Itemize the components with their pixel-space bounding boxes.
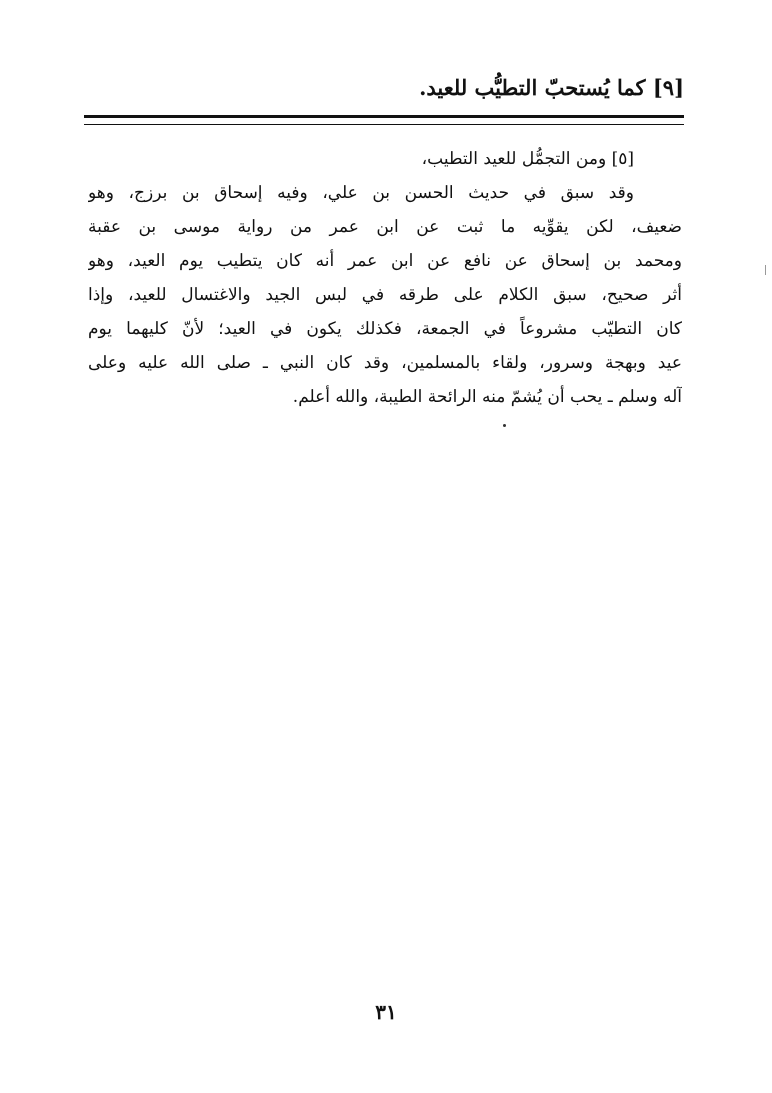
text-line: كان التطيّب مشروعاً في الجمعة، فكذلك يكون في العيد؛ لأنّ كليهما يوم <box>88 319 682 339</box>
text-line: عيد وبهجة وسرور، ولقاء بالمسلمين، وقد كان النبي ـ صلى الله عليه وعلى <box>88 353 682 373</box>
heading-rule-thick <box>84 115 684 118</box>
text-line: ضعيف، لكن يقوِّيه ما ثبت عن ابن عمر من رواية موسى بن عقبة <box>88 217 682 237</box>
paragraph-heading: [٥] ومن التجمُّل للعيد التطيب، <box>421 149 634 169</box>
scan-edge-mark <box>765 265 766 275</box>
body-text <box>88 142 682 414</box>
text-line: آله وسلم ـ يحب أن يُشمّ منه الرائحة الطيبة، والله أعلم. <box>292 387 682 407</box>
text-line: وقد سبق في حديث الحسن بن علي، وفيه إسحاق بن برزج، وهو <box>88 183 634 203</box>
ink-dot <box>503 424 506 427</box>
heading-rule-thin <box>84 124 684 125</box>
section-heading: [٩] كما يُستحبّ التطيُّب للعيد. <box>419 75 684 100</box>
text-line: أثر صحيح، سبق الكلام على طرقه في لبس الجيد والاغتسال للعيد، وإذا <box>88 285 682 305</box>
text-line: ومحمد بن إسحاق عن نافع عن ابن عمر أنه كان يتطيب يوم العيد، وهو <box>88 251 682 271</box>
page-number: ٣١ <box>375 1000 397 1024</box>
